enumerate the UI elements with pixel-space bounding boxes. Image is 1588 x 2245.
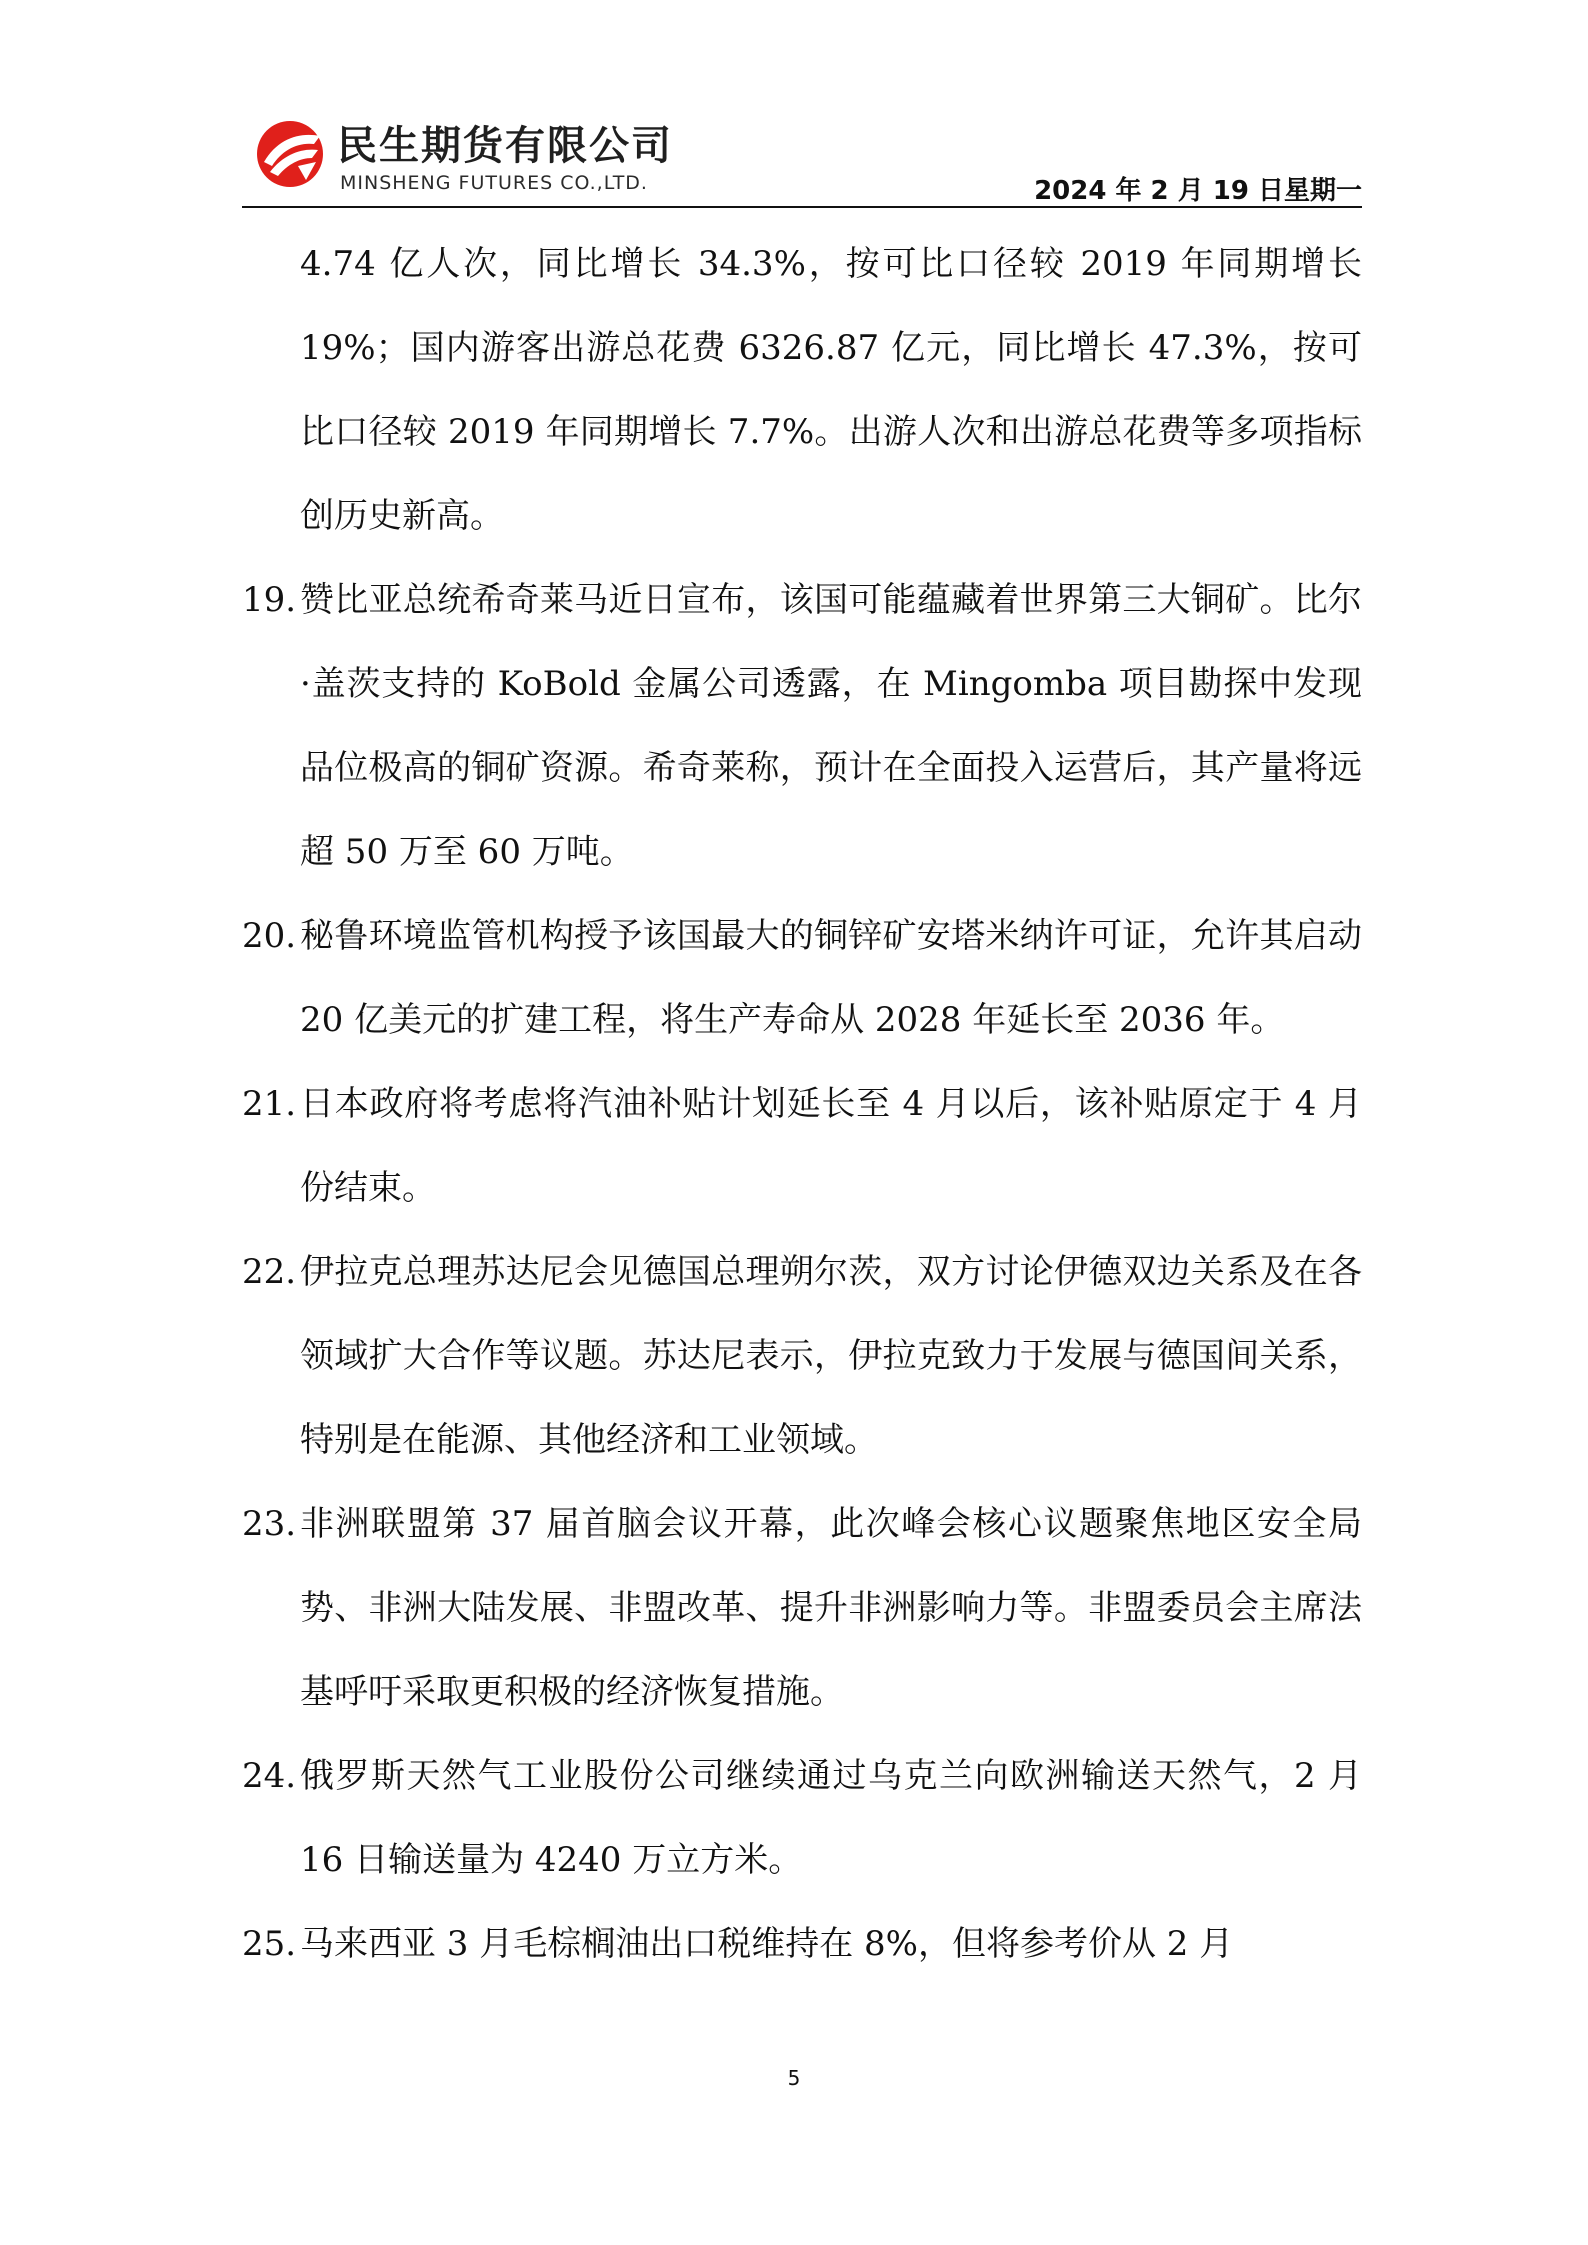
news-item-text: 伊拉克总理苏达尼会见德国总理朔尔茨，双方讨论伊德双边关系及在各领域扩大合作等议题。苏达尼表示，伊拉克致力于发展与德国间关系，特别是在能源、其他经济和工业领域。 (300, 1252, 1362, 1460)
news-item-continued (242, 222, 1362, 558)
news-item-text: 俄罗斯天然气工业股份公司继续通过乌克兰向欧洲输送天然气，2 月 16 日输送量为 4240 万立方米。 (300, 1756, 1362, 1880)
news-list (242, 222, 1362, 1986)
news-item-20 (242, 894, 1362, 1062)
news-item-23 (242, 1482, 1362, 1734)
news-item-21 (242, 1062, 1362, 1230)
news-item-text: 赞比亚总统希奇莱马近日宣布，该国可能蕴藏着世界第三大铜矿。比尔·盖茨支持的 KoBold 金属公司透露，在 Mingomba 项目勘探中发现品位极高的铜矿资源。希奇莱称，预计在全面投入运营后，其产量将远超 50 万至 60 万吨。 (300, 580, 1362, 872)
news-item-25 (242, 1902, 1362, 1986)
news-item-text: 秘鲁环境监管机构授予该国最大的铜锌矿安塔米纳许可证，允许其启动 20 亿美元的扩建工程，将生产寿命从 2028 年延长至 2036 年。 (300, 916, 1362, 1040)
news-item-text: 日本政府将考虑将汽油补贴计划延长至 4 月以后，该补贴原定于 4 月份结束。 (300, 1084, 1362, 1208)
news-item-text: 4.74 亿人次，同比增长 34.3%，按可比口径较 2019 年同期增长 19%；国内游客出游总花费 6326.87 亿元，同比增长 47.3%，按可比口径较 2019 年同期增长 7.7%。出游人次和出游总花费等多项指标创历史新高。 (300, 244, 1362, 536)
news-item-number: 20. (242, 916, 297, 956)
news-item-24 (242, 1734, 1362, 1902)
page-header (242, 110, 1362, 210)
header-divider (242, 206, 1362, 208)
news-item-text: 马来西亚 3 月毛棕榈油出口税维持在 8%，但将参考价从 2 月 (300, 1924, 1234, 1964)
news-item-number: 23. (242, 1504, 297, 1544)
report-date: 2024 年 2 月 19 日星期一 (1034, 176, 1362, 206)
news-item-number: 22. (242, 1252, 297, 1292)
company-name-cn: 民生期货有限公司 (337, 123, 673, 169)
news-item-number: 19. (242, 580, 297, 620)
news-item-19 (242, 558, 1362, 894)
news-item-number: 21. (242, 1084, 297, 1124)
page-number: 5 (787, 2066, 801, 2090)
company-name-en: MINSHENG FUTURES CO.,LTD. (340, 172, 648, 194)
news-item-number: 25. (242, 1924, 297, 1964)
news-item-22 (242, 1230, 1362, 1482)
news-item-number: 24. (242, 1756, 297, 1796)
news-item-text: 非洲联盟第 37 届首脑会议开幕，此次峰会核心议题聚焦地区安全局势、非洲大陆发展、非盟改革、提升非洲影响力等。非盟委员会主席法基呼吁采取更积极的经济恢复措施。 (300, 1504, 1362, 1712)
minsheng-logo-icon (254, 118, 326, 190)
